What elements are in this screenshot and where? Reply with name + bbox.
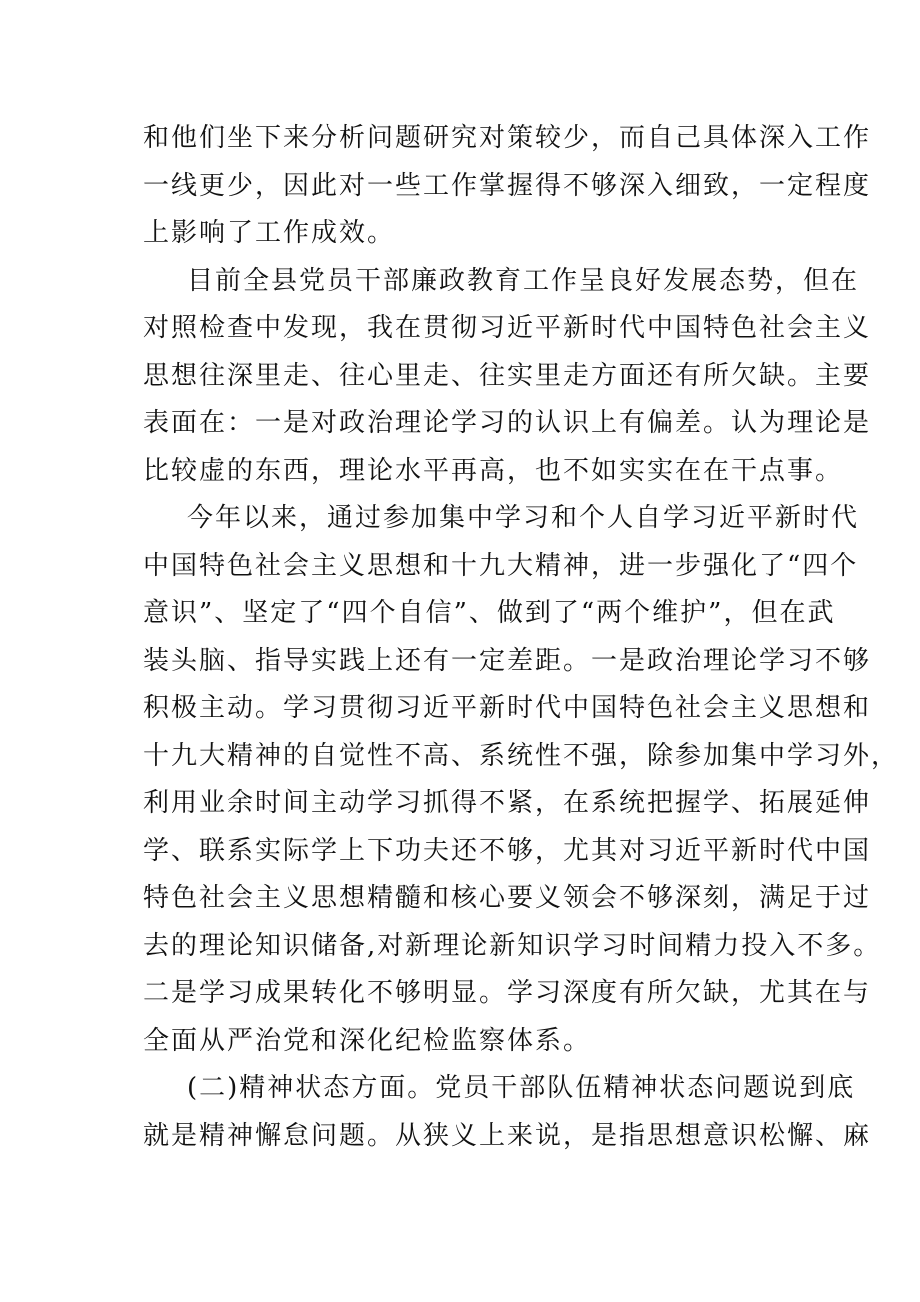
text-line: 表面在：一是对政治理论学习的认识上有偏差。认为理论是 [143, 408, 872, 438]
text-line: 学、联系实际学上下功夫还不够，尤其对习近平新时代中国 [143, 835, 872, 866]
text-line: 意识”、坚定了“四个自信”、做到了“两个维护”，但在武 [143, 598, 836, 628]
text-line: 和他们坐下来分析问题研究对策较少，而自己具体深入工作 [143, 123, 872, 153]
paragraph-1 [143, 115, 872, 258]
paragraph-2 [143, 258, 872, 496]
text-line: 全面从严治党和深化纪检监察体系。 [143, 1025, 592, 1056]
paragraph-3 [143, 495, 900, 1065]
text-line: 思想往深里走、往心里走、往实里走方面还有所欠缺。主要 [143, 360, 872, 391]
text-line: 比较虚的东西，理论水平再高，也不如实实在在干点事。 [143, 455, 844, 486]
text-line: 积极主动。学习贯彻习近平新时代中国特色社会主义思想和 [143, 693, 872, 723]
text-line: 中国特色社会主义思想和十九大精神，进一步强化了“四个 [143, 550, 859, 581]
text-line: 去的理论知识储备,对新理论新知识学习时间精力投入不多。 [143, 930, 882, 961]
text-line: 目前全县党员干部廉政教育工作呈良好发展态势，但在 [187, 265, 860, 296]
text-line: 对照检查中发现，我在贯彻习近平新时代中国特色社会主义 [143, 313, 872, 343]
text-line: 特色社会主义思想精髓和核心要义领会不够深刻，满足于过 [143, 883, 872, 913]
text-line: 上影响了工作成效。 [143, 218, 396, 248]
text-line: 今年以来，通过参加集中学习和个人自学习近平新时代 [187, 503, 860, 533]
text-line: 二是学习成果转化不够明显。学习深度有所欠缺，尤其在与 [143, 978, 872, 1008]
text-line: 就是精神懈怠问题。从狭义上来说，是指思想意识松懈、麻 [143, 1120, 872, 1151]
paragraph-4 [143, 1065, 872, 1160]
text-line: 十九大精神的自觉性不高、系统性不强，除参加集中学习外， [143, 740, 900, 771]
text-line: 装头脑、指导实践上还有一定差距。一是政治理论学习不够 [143, 645, 872, 676]
text-line: 一线更少，因此对一些工作掌握得不够深入细致，一定程度 [143, 170, 872, 201]
text-line: (二)精神状态方面。党员干部队伍精神状态问题说到底 [187, 1073, 856, 1103]
document-body [143, 115, 900, 1160]
text-line: 利用业余时间主动学习抓得不紧，在系统把握学、拓展延伸 [143, 788, 872, 818]
